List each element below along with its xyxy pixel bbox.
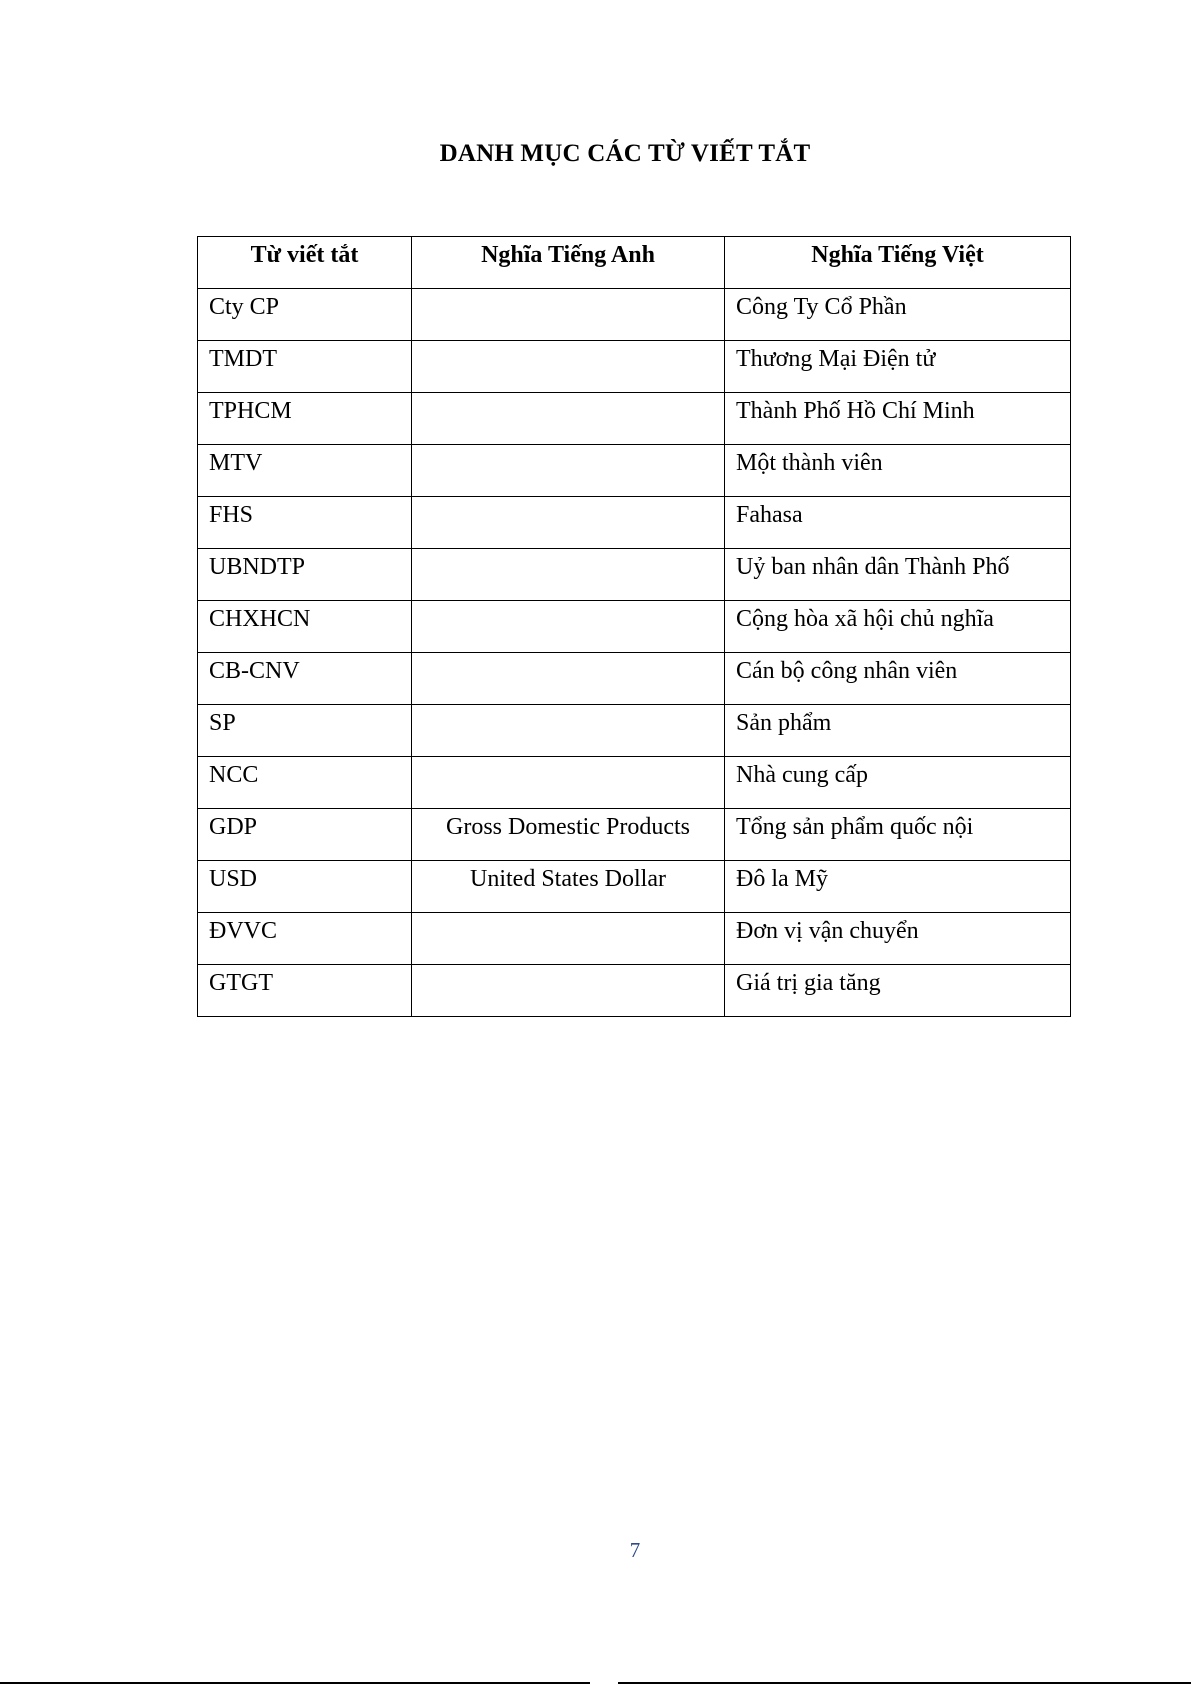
vietnamese-cell: Đô la Mỹ	[725, 861, 1071, 913]
abbr-cell: UBNDTP	[198, 549, 412, 601]
abbr-cell: CHXHCN	[198, 601, 412, 653]
english-cell	[412, 393, 725, 445]
header-abbreviation: Từ viết tắt	[198, 237, 412, 289]
abbr-cell: MTV	[198, 445, 412, 497]
abbr-cell: FHS	[198, 497, 412, 549]
abbr-cell: GDP	[198, 809, 412, 861]
english-cell	[412, 497, 725, 549]
page-title: DANH MỤC CÁC TỪ VIẾT TẮT	[439, 140, 811, 167]
table-row	[198, 809, 1071, 861]
abbr-cell: SP	[198, 705, 412, 757]
vietnamese-cell: Sản phẩm	[725, 705, 1071, 757]
vietnamese-cell: Uỷ ban nhân dân Thành Phố	[725, 549, 1071, 601]
abbr-cell: ĐVVC	[198, 913, 412, 965]
english-cell	[412, 653, 725, 705]
english-cell	[412, 705, 725, 757]
english-cell: United States Dollar	[412, 861, 725, 913]
table-row	[198, 341, 1071, 393]
table-row	[198, 705, 1071, 757]
english-cell	[412, 445, 725, 497]
table-row	[198, 653, 1071, 705]
bottom-divider	[0, 1682, 590, 1684]
header-english-meaning: Nghĩa Tiếng Anh	[412, 237, 725, 289]
vietnamese-cell: Cán bộ công nhân viên	[725, 653, 1071, 705]
abbr-cell: NCC	[198, 757, 412, 809]
table-row	[198, 393, 1071, 445]
table-row	[198, 601, 1071, 653]
abbr-cell: CB-CNV	[198, 653, 412, 705]
table-row	[198, 913, 1071, 965]
abbr-cell: USD	[198, 861, 412, 913]
vietnamese-cell: Thương Mại Điện tử	[725, 341, 1071, 393]
vietnamese-cell: Đơn vị vận chuyển	[725, 913, 1071, 965]
vietnamese-cell: Một thành viên	[725, 445, 1071, 497]
vietnamese-cell: Thành Phố Hồ Chí Minh	[725, 393, 1071, 445]
header-vietnamese-meaning: Nghĩa Tiếng Việt	[725, 237, 1071, 289]
vietnamese-cell: Công Ty Cổ Phần	[725, 289, 1071, 341]
abbr-cell: TMDT	[198, 341, 412, 393]
vietnamese-cell: Nhà cung cấp	[725, 757, 1071, 809]
table-row	[198, 757, 1071, 809]
table-row	[198, 497, 1071, 549]
abbr-cell: GTGT	[198, 965, 412, 1017]
vietnamese-cell: Cộng hòa xã hội chủ nghĩa	[725, 601, 1071, 653]
vietnamese-cell: Fahasa	[725, 497, 1071, 549]
english-cell	[412, 913, 725, 965]
table-row	[198, 445, 1071, 497]
abbreviation-table	[197, 236, 1071, 1017]
table-header-row	[198, 237, 1071, 289]
english-cell	[412, 757, 725, 809]
table-row	[198, 289, 1071, 341]
table-row	[198, 549, 1071, 601]
english-cell	[412, 601, 725, 653]
english-cell	[412, 289, 725, 341]
page-number: 7	[629, 1538, 641, 1562]
table-row	[198, 965, 1071, 1017]
english-cell	[412, 549, 725, 601]
english-cell: Gross Domestic Products	[412, 809, 725, 861]
table-row	[198, 861, 1071, 913]
abbr-cell: TPHCM	[198, 393, 412, 445]
abbr-cell: Cty CP	[198, 289, 412, 341]
vietnamese-cell: Giá trị gia tăng	[725, 965, 1071, 1017]
bottom-divider	[618, 1682, 1191, 1684]
english-cell	[412, 341, 725, 393]
vietnamese-cell: Tổng sản phẩm quốc nội	[725, 809, 1071, 861]
english-cell	[412, 965, 725, 1017]
